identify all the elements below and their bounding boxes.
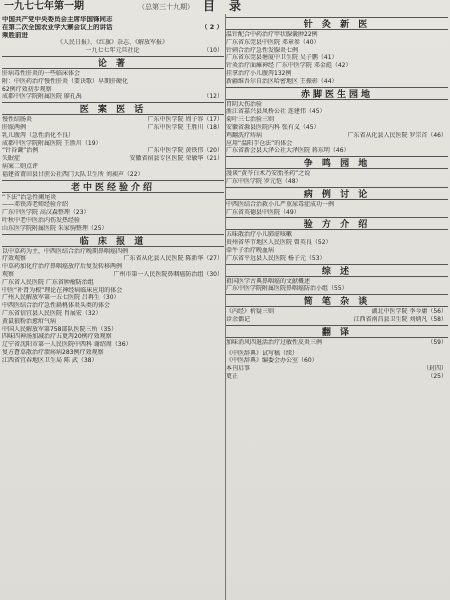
toc-entry <box>2 86 224 94</box>
toc-entry-title: 加味消风四退活治疗过敏性皮炎三例 <box>226 338 323 346</box>
toc-entry <box>2 209 224 217</box>
toc-entry-title: 《中医辞典》试写稿（续） <box>226 349 299 357</box>
toc-entry-title: 成都中医学院附属医院 王胜川（19） <box>2 139 102 147</box>
toc-entry-title: 广东省东莞县中医院 邓章参（40） <box>226 38 320 46</box>
section-heading: 病 例 讨 论 <box>226 187 448 200</box>
toc-entry <box>2 255 224 263</box>
toc-entry-page: 江西省南昌县卫生院 刘炳凡（58） <box>353 315 447 323</box>
section-heading: 翻 译 <box>226 325 448 338</box>
toc-entry-title: 祖国医学古典鼻咽癌的文献概述 <box>226 277 311 285</box>
section-heading: 赤脚医生园地 <box>226 87 448 100</box>
toc-entry <box>226 70 448 78</box>
toc-entry-title: 《内经》析疑三则 <box>226 308 275 316</box>
toc-entry <box>226 278 448 286</box>
toc-entry-title: 五味散治疗小儿肺虚咳嗽 <box>226 231 293 239</box>
toc-entry <box>226 116 448 124</box>
toc-entry-title: 广州人民解放军第一五七医院 吕再生（30） <box>2 294 120 302</box>
left-column <box>2 16 224 600</box>
toc-entry <box>226 231 448 239</box>
toc-entry-title: 广东省新会县大泽公社大泽医院 蒋东明（46） <box>226 147 350 155</box>
section-entries <box>226 101 448 156</box>
toc-entry <box>2 124 224 132</box>
toc-entry <box>2 132 224 140</box>
toc-entry-title: “针谷谶”治例 <box>2 147 39 155</box>
toc-entry-page: 广东中医学院 黄铁伟（20） <box>147 147 223 155</box>
toc-entry-title: 挂拿治疗小儿腹泻132例 <box>226 69 292 77</box>
toc-entry-title: 更正 <box>226 372 239 380</box>
toc-entry <box>226 132 448 140</box>
toc-entry-page: （59） <box>427 338 447 346</box>
toc-entry-title: 观察 <box>2 270 15 278</box>
toc-entry-title: 安徽省滁县医院内科 张有义（45） <box>226 123 320 131</box>
toc-entry-page: 广州市第一人民医院鼻咽癌防治组（30） <box>113 270 223 278</box>
toc-entry-title: 四味四神汤加减治疗五更泻20例疗效观察 <box>2 333 112 341</box>
toc-entry <box>226 54 448 62</box>
toc-entry-page: 广东省从化县人民医院 陈新华（27） <box>123 255 223 263</box>
total-issue-label: （总第三十九期） <box>138 3 194 11</box>
toc-entry <box>2 140 224 148</box>
issue-label: 一九七七年第一期 <box>4 1 84 12</box>
toc-entry <box>2 302 224 310</box>
toc-entry <box>2 78 224 86</box>
toc-entry <box>226 209 448 217</box>
toc-entry-title: 辽宁省沈阳市第一人民医院中西科 谢绍周（36） <box>2 341 132 349</box>
toc-entry <box>226 308 448 316</box>
toc-entry-page: 广东中医学院 王胜川（18） <box>147 123 223 131</box>
toc-entry <box>226 178 448 186</box>
toc-entry-page: 安徽省宿县专区医院 荣敏华（21） <box>129 155 223 163</box>
toc-entry <box>226 365 448 373</box>
toc-entry <box>2 39 224 47</box>
toc-entry <box>2 326 224 334</box>
section-heading: 简 笔 杂 谈 <box>226 294 448 307</box>
toc-entry <box>226 357 448 365</box>
toc-entry-title: 乘胜前进 <box>2 31 28 39</box>
toc-entry-title: 贵州省毕节地区人民医院 曾英良（52） <box>226 239 332 247</box>
section-heading: 综 述 <box>226 264 448 277</box>
toc-entry <box>2 171 224 179</box>
toc-entry-title: 叶秋中老中医治内伤发热经验 <box>2 216 81 224</box>
toc-entry-page: （10） <box>203 47 223 55</box>
toc-entry-title: 广东省人民医院 广东省肿瘤防治组 <box>2 278 94 286</box>
toc-entry-title: 针刺合治疗急性发腺炎七例 <box>226 46 299 54</box>
toc-entry <box>226 316 448 324</box>
toc-entry <box>226 62 448 70</box>
toc-entry-title: 中西医结合治救小儿严重尿毒症成功一例 <box>226 200 335 208</box>
toc-entry <box>2 16 224 24</box>
toc-entry <box>2 163 224 171</box>
toc-entry-title: 江西省宜春地区卫生局 陈 武（38） <box>2 356 98 364</box>
toc-entry <box>226 78 448 86</box>
toc-entry-title: 广东中医学院 高汉森整理（23） <box>2 209 90 217</box>
toc-entry-title: 失眠症 <box>2 155 21 163</box>
section-entries <box>226 231 448 262</box>
toc-entry <box>2 24 224 32</box>
toc-entry <box>2 357 224 365</box>
toc-entry-title: 山东医学院附属医院 朱家驹整理（25） <box>2 224 108 232</box>
toc-entry-title: “下法”治急性阑尾炎 <box>2 193 57 201</box>
toc-entry-page: 广东中医学院 周子容（17） <box>147 116 223 124</box>
toc-entry-title: 中国人民解放军第758部队医院三所（35） <box>2 325 118 333</box>
toc-entry <box>226 247 448 255</box>
toc-entry <box>2 287 224 295</box>
toc-entry-title: 中医“补肾为根”理论在神经病临床应用的体会 <box>2 286 123 294</box>
toc-entry <box>226 255 448 263</box>
toc-entry-title: 应用“温阳芋仓法”的体会 <box>226 139 293 147</box>
toc-entry <box>226 285 448 293</box>
toc-entry-title: 病案二则点评 <box>2 162 39 170</box>
toc-entry-title: 胃阴大伤治验 <box>226 100 263 108</box>
toc-entry <box>2 70 224 78</box>
toc-entry-title: 附：中医药治疗慢性肝炎（要诀歌）早期肝硬化 <box>2 77 129 85</box>
section-heading: 临 床 报 道 <box>2 234 224 247</box>
toc-entry-title: 广东省平远县人民医院 杨子元（53） <box>226 254 326 262</box>
tail-entries <box>226 350 448 381</box>
toc-entry <box>226 101 448 109</box>
toc-entry <box>226 239 448 247</box>
toc-entry-page: （12） <box>203 93 223 101</box>
toc-entry-title: 菊叶三七治验三则 <box>226 116 275 124</box>
section-heading: 验 方 介 绍 <box>226 217 448 230</box>
section-heading: 医 案 医 话 <box>2 102 224 115</box>
toc-entry-title: 中西医结合治疗急性扁桃体炎头类的体会 <box>2 302 111 310</box>
toc-entry-title: 浙江省嘉兴县凤桥公社 连建伟（45） <box>226 108 326 116</box>
toc-entry-title: 中国共产党中央委员会主席华国锋同志 <box>2 16 113 23</box>
toc-entry-title: 疗效观察 <box>2 255 27 263</box>
toc-entry-title: 广东省信宜县人民医院 肖展宏（32） <box>2 309 102 317</box>
section-entries <box>2 116 224 178</box>
toc-entry-title: 黄鼠狼粉治愈疳气病 <box>2 317 57 325</box>
toc-entry <box>2 93 224 101</box>
toc-entry-title: 《中医辞典》编委会办公室（60） <box>226 357 318 365</box>
section-heading: 论 著 <box>2 56 224 69</box>
toc-entry <box>2 294 224 302</box>
toc-entry <box>226 39 448 47</box>
toc-entry <box>226 47 448 55</box>
section-entries <box>2 194 224 233</box>
toc-entry <box>2 217 224 225</box>
toc-entry-title: 复方蒼草散治疗溃疡病283例疗效观察 <box>2 348 104 356</box>
toc-entry <box>2 271 224 279</box>
toc-entry <box>2 263 224 271</box>
toc-entry-title: 针灸治疗面瘫神经 广东中医学院 邓金彪（42） <box>226 62 352 70</box>
toc-entry <box>226 147 448 155</box>
section-entries <box>226 201 448 217</box>
toc-entry-title: 福建省莆田县甘蔗公社西门大队卫生所 刘昶声（22） <box>2 170 144 178</box>
toc-entry <box>2 116 224 124</box>
toc-entry-title: 《人民日报》、《红旗》杂志、《解放军报》 <box>56 39 168 47</box>
section-entries <box>2 70 224 101</box>
toc-entry-title: 漫谈“黄芩白术乃安胎圣药”之说 <box>226 170 311 178</box>
toc-entry-page: 广东省从化县人民医院 罗宗首（46） <box>347 131 447 139</box>
toc-entry <box>226 31 448 39</box>
toc-entry <box>2 32 224 40</box>
toc-entry-title: 鸡翻洗疗痔病 <box>226 131 263 139</box>
toc-entry-title: 62例疗效初步观察 <box>2 85 52 93</box>
section-entries <box>226 278 448 294</box>
toc-entry-title: 肝病毒性肝炎的一些临床体会 <box>2 69 81 77</box>
toc-entry-title: 在第二次全国农业学大寨会议上的讲话 <box>2 23 113 31</box>
toc-entry-title: 以中草药为主，中西医结合治疗晚期鼻咽癌四例 <box>2 247 129 255</box>
toc-entry <box>2 201 224 209</box>
toc-entry <box>2 47 224 55</box>
section-entries <box>226 339 448 347</box>
toc-entry <box>226 339 448 347</box>
toc-entry <box>2 147 224 155</box>
toc-entry-title: 广东省英德县中医院（49） <box>226 208 300 216</box>
section-entries <box>226 170 448 186</box>
toc-entry-title: 牵牛子治疗晚血病 <box>226 246 275 254</box>
toc-entry <box>226 201 448 209</box>
right-column <box>226 16 448 600</box>
toc-entry <box>226 124 448 132</box>
toc-entry-page: （ 2 ） <box>200 23 223 31</box>
toc-entry-title: 诊余偶记 <box>226 315 251 323</box>
toc-entry <box>2 248 224 256</box>
toc-entry <box>2 349 224 357</box>
toc-entry <box>2 225 224 233</box>
toc-entry <box>2 155 224 163</box>
section-entries <box>226 308 448 324</box>
section-entries <box>2 248 224 365</box>
toc-entry-title: 乳儿腹泻（急性消化不良） <box>2 131 75 139</box>
toc-entry-title: 慢性结肠炎 <box>2 116 33 124</box>
toc-entry-title: 肝脓两例 <box>2 123 27 131</box>
toc-entry <box>226 140 448 148</box>
contents-title: 目录 <box>203 0 256 13</box>
section-entries <box>226 31 448 86</box>
toc-entry-title: ——邓铁涛老师经验介绍 <box>2 201 69 209</box>
toc-entry <box>2 341 224 349</box>
toc-entry <box>2 318 224 326</box>
toc-entry-title: 本刊启事 <box>226 365 251 373</box>
toc-entry-title: 广东省东莞县塘厦中卫生院 吴子鹏（41） <box>226 54 338 62</box>
section-heading: 争 鸣 园 地 <box>226 156 448 169</box>
toc-entry-title: 新疆维吾尔自治区哈密地区 王振彰（44） <box>226 77 338 85</box>
section-heading: 针 灸 新 医 <box>226 17 448 30</box>
toc-entry-title: 温针配合中药治疗甲状腺囊肿22例 <box>226 31 318 38</box>
masthead <box>0 0 450 14</box>
toc-entry <box>2 194 224 202</box>
toc-entry-page: （25） <box>427 372 447 380</box>
toc-entry <box>226 170 448 178</box>
toc-entry <box>2 279 224 287</box>
toc-entry <box>2 310 224 318</box>
toc-entry-title: 一九七七年元旦社论 <box>85 47 140 55</box>
toc-entry-title: 广东中医学院 罗元恺（48） <box>226 177 302 185</box>
section-heading: 老中医经验介绍 <box>2 180 224 193</box>
toc-entry <box>226 350 448 358</box>
toc-entry-page: 湖北中医学院 李今庸（56） <box>371 308 447 316</box>
top-entries <box>2 16 224 55</box>
toc-entry-title: 中草药加化疗治疗鼻咽癌放疗后复发转移两例 <box>2 263 123 271</box>
toc-entry <box>2 333 224 341</box>
toc-entry <box>226 108 448 116</box>
toc-entry <box>226 373 448 381</box>
toc-entry-title: 成都中医学院附属医院 廖孔禹 <box>2 93 82 101</box>
toc-entry-page: （封四） <box>422 365 447 373</box>
toc-entry-title: 广东中医学院附属医院鼻咽癌防治小组（55） <box>226 285 348 293</box>
